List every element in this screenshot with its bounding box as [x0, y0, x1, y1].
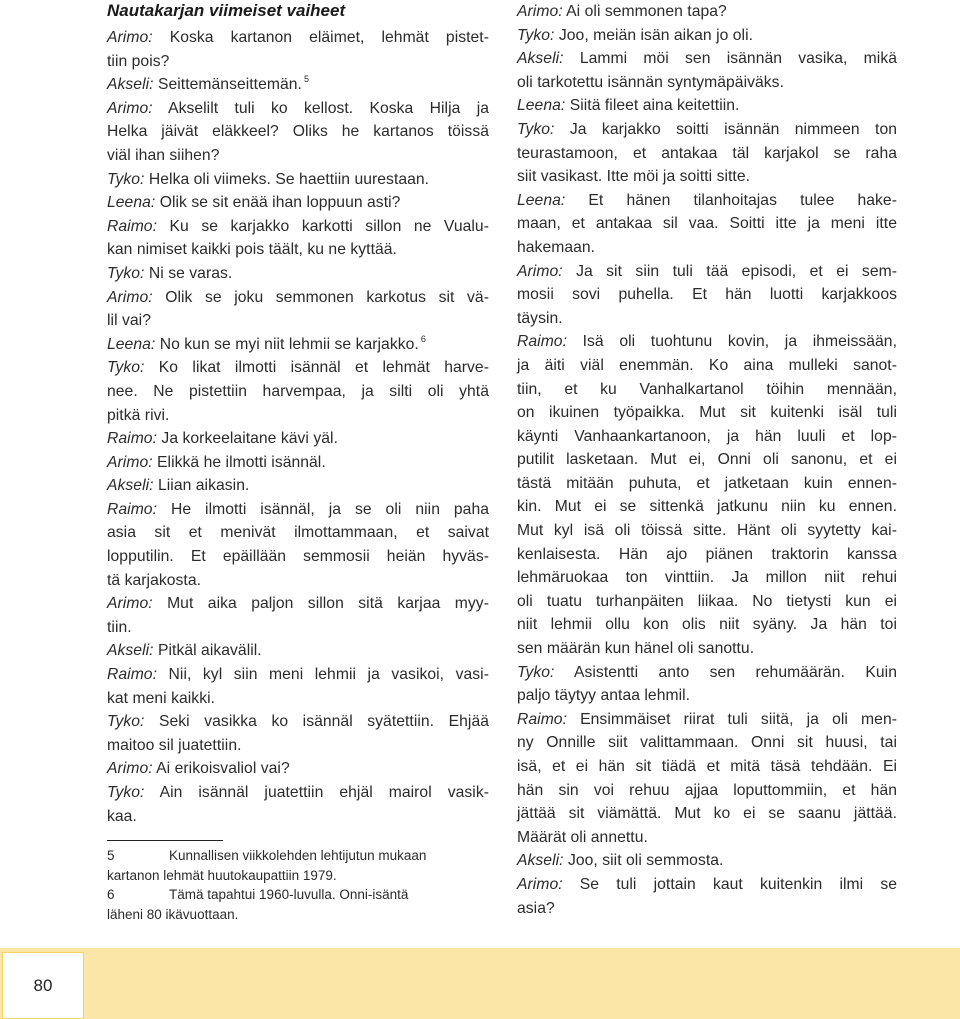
line-text: asia sit et menivät ilmottammaan, et saivat — [107, 524, 489, 542]
text-line — [107, 663, 489, 687]
line-text: tiin pois? — [107, 52, 170, 70]
text-line — [107, 168, 489, 192]
text-line — [517, 425, 897, 449]
text-line — [107, 26, 489, 50]
text-line — [517, 495, 897, 519]
speaker-name: Tyko: — [107, 264, 145, 282]
line-text: on ikuinen työpaikka. Mut sit kuitenki isäl tuli — [517, 404, 897, 422]
footnotes — [107, 846, 482, 924]
line-text: Seki vasikka ko isännäl syätettiin. Ehjää — [159, 713, 489, 731]
section-heading: Nautakarjan viimeiset vaiheet — [107, 1, 346, 20]
speaker-name: Tyko: — [107, 170, 145, 188]
right-dialogue — [517, 0, 897, 920]
text-line — [107, 356, 489, 380]
line-text: kaa. — [107, 807, 137, 825]
line-text: viäl ihan siihen? — [107, 146, 220, 164]
line-text: niit lehmii ollu kon olis niit syäny. Ja hän toi — [517, 616, 897, 634]
text-line — [517, 165, 897, 189]
text-line — [517, 897, 897, 921]
speaker-name: Tyko: — [517, 663, 555, 681]
line-text: hän sin voi rehuu ajjaa loputtommiin, et hän — [517, 781, 897, 799]
line-text: teurastamoon, et antakaa täl karjakol se raha — [517, 144, 897, 162]
footnote-line — [107, 846, 482, 866]
text-line — [107, 639, 489, 663]
text-line — [107, 616, 489, 640]
line-text: maitoo sil juatettiin. — [107, 736, 242, 754]
line-text: Et hänen tilanhoitajas tulee hake- — [588, 191, 897, 209]
line-text: ja äiti viäl enemmän. Ko aina mulleki sanot- — [517, 356, 897, 374]
line-text: tästä mitään puhuta, et jatketaan kuin ennen- — [517, 474, 897, 492]
line-text: Pitkäl aikavälil. — [157, 642, 262, 660]
line-text: Akselilt tuli ko kellost. Koska Hilja ja — [168, 99, 489, 117]
footnote-ref: 6 — [420, 333, 426, 344]
text-line — [107, 380, 489, 404]
line-text: Ai erikoisvaliol vai? — [156, 760, 290, 778]
line-text: asia? — [517, 899, 555, 917]
line-text: täysin. — [517, 309, 563, 327]
speaker-name: Arimo: — [517, 875, 563, 893]
text-line — [107, 238, 489, 262]
line-text: käynti Vanhaankartanoon, ja hän luuli et lop- — [517, 427, 897, 445]
footnote-ref: 5 — [303, 74, 309, 85]
text-line — [107, 191, 489, 215]
line-text: jättää sit viämättä. Mut ko ei se saanu jättää. — [517, 805, 897, 823]
line-text: sen määrän kun hänel oli sanottu. — [517, 640, 755, 658]
text-line — [107, 498, 489, 522]
line-text: No kun se myi niit lehmii se karjakko. — [159, 335, 419, 353]
text-line — [107, 50, 489, 74]
speaker-name: Leena: — [517, 191, 566, 209]
speaker-name: Raimo: — [517, 710, 567, 728]
line-text: kat meni kaikki. — [107, 689, 216, 707]
line-text: maan, et antakaa sil vaa. Soitti itte ja meni itte — [517, 215, 897, 233]
text-line — [107, 286, 489, 310]
left-column — [107, 0, 489, 828]
speaker-name: Raimo: — [107, 430, 157, 448]
line-text: Mut kyl isä oli töissä sitte. Hänt oli syytetty kai- — [517, 522, 897, 540]
text-line — [107, 451, 489, 475]
text-line — [517, 94, 897, 118]
right-column — [517, 0, 897, 920]
text-line — [517, 684, 897, 708]
text-line — [517, 378, 897, 402]
text-line — [107, 569, 489, 593]
text-line — [107, 309, 489, 333]
line-text: Ensimmäiset riirat tuli siitä, ja oli men- — [580, 710, 897, 728]
text-line — [107, 262, 489, 286]
line-text: Joo, meiän isän aikan jo oli. — [558, 26, 754, 44]
line-text: Helka oli viimeks. Se haettiin uurestaan. — [148, 170, 430, 188]
line-text: Mut aika paljon sillon sitä karjaa myy- — [167, 595, 489, 613]
speaker-name: Akseli: — [517, 852, 564, 870]
speaker-name: Arimo: — [107, 760, 153, 778]
line-text: Helka jäivät eläkkeel? Oliks he kartanos töissä — [107, 123, 489, 141]
line-text: Ku se karjakko karkotti sillon ne Vualu- — [169, 217, 489, 235]
speaker-name: Akseli: — [107, 76, 154, 94]
line-text: isä, et ei hän sit tiädä et mitä täsä tehdään. Ei — [517, 758, 897, 775]
text-line — [107, 427, 489, 451]
speaker-name: Arimo: — [517, 3, 563, 20]
text-line — [107, 710, 489, 734]
text-line — [517, 873, 897, 897]
text-line — [517, 118, 897, 142]
line-text: Ja korkeelaitane kävi yäl. — [161, 430, 338, 448]
speaker-name: Raimo: — [517, 333, 567, 351]
speaker-name: Akseli: — [107, 477, 154, 495]
text-line — [517, 731, 897, 755]
text-line — [107, 521, 489, 545]
speaker-name: Tyko: — [107, 359, 145, 377]
speaker-name: Arimo: — [517, 262, 563, 280]
speaker-name: Tyko: — [517, 120, 555, 138]
line-text: ny Onnille siit valittammaan. Onni sit huusi, tai — [517, 734, 897, 752]
footnote-line — [107, 866, 482, 886]
line-text: siit vasikast. Itte möi ja soitti sitte. — [517, 168, 751, 186]
line-text: paljo täytyy antaa lehmil. — [517, 687, 691, 705]
footnote-line — [107, 885, 482, 905]
speaker-name: Arimo: — [107, 288, 153, 306]
text-line — [517, 448, 897, 472]
line-text: kin. Mut ei se sittenkä jatkunu niin ku ennen. — [517, 498, 897, 516]
page-number-box — [2, 952, 84, 1019]
footnote-number: 6 — [107, 887, 115, 902]
speaker-name: Arimo: — [107, 99, 153, 117]
text-line — [107, 781, 489, 805]
line-text: tiin. — [107, 618, 132, 636]
text-line — [517, 637, 897, 661]
left-dialogue — [107, 26, 489, 828]
footnote-line — [107, 905, 482, 925]
text-line — [107, 144, 489, 168]
footnote-text: Kunnallisen viikkolehden lehtijutun mukaan — [169, 848, 427, 863]
line-text: Ko likat ilmotti isännäl et lehmät harve- — [158, 359, 489, 377]
line-text: hakemaan. — [517, 238, 596, 256]
speaker-name: Raimo: — [107, 217, 157, 235]
line-text: kan nimiset kaikki pois täält, ku ne kyttää. — [107, 241, 397, 259]
text-line — [517, 519, 897, 543]
line-text: nee. Ne pistettiin harvempaa, ja silti oli yhtä — [107, 382, 489, 400]
line-text: Ain isännäl juatettiin ehjäl mairol vasik- — [159, 784, 489, 801]
text-line — [107, 333, 489, 357]
text-line — [517, 755, 897, 779]
text-line — [107, 734, 489, 758]
line-text: Ja sit siin tuli tää episodi, et ei sem- — [576, 262, 897, 280]
text-line — [517, 661, 897, 685]
text-line — [107, 404, 489, 428]
text-line — [517, 236, 897, 260]
page-number: 80 — [33, 975, 53, 995]
line-text: Ai oli semmonen tapa? — [566, 3, 727, 20]
text-line — [517, 472, 897, 496]
line-text: lehmäruokaa ton vinttiin. Ja millon niit rehui — [517, 569, 897, 587]
text-line — [517, 283, 897, 307]
text-line — [517, 826, 897, 850]
speaker-name: Tyko: — [517, 26, 555, 44]
speaker-name: Tyko: — [107, 713, 145, 731]
text-line — [107, 474, 489, 498]
line-text: mosii sovi puhella. Et hän luotti karjakkoos — [517, 286, 897, 304]
line-text: Ni se varas. — [148, 264, 233, 282]
text-line — [107, 757, 489, 781]
line-text: Olik se joku semmonen karkotus sit vä- — [165, 288, 489, 306]
text-line — [517, 802, 897, 826]
text-line — [517, 47, 897, 71]
footnote-rule — [107, 840, 223, 841]
line-text: Lammi möi sen isännän vasika, mikä — [579, 50, 897, 68]
line-text: lil vai? — [107, 312, 151, 330]
line-text: Isä oli tuohtunu kovin, ja ihmeissään, — [582, 333, 897, 351]
text-line — [517, 71, 897, 95]
line-text: Nii, kyl siin meni lehmii ja vasikoi, vasi- — [168, 666, 489, 684]
line-text: Liian aikasin. — [157, 477, 250, 495]
text-line — [517, 189, 897, 213]
text-line — [517, 0, 897, 24]
line-text: oli tuatu turhanpäiten liikaa. No tietysti kun ei — [517, 592, 897, 610]
text-line — [517, 212, 897, 236]
text-line — [107, 120, 489, 144]
line-text: lopputilin. Et epäillään semmosii heiän hyväs- — [107, 548, 489, 566]
text-line — [107, 97, 489, 121]
speaker-name: Arimo: — [107, 453, 153, 471]
speaker-name: Arimo: — [107, 595, 153, 613]
line-text: Seittemänseittemän. — [157, 76, 302, 94]
footer-band — [0, 948, 960, 1019]
footnote-text: Tämä tapahtui 1960-luvulla. Onni-isäntä — [169, 887, 409, 902]
text-line — [517, 142, 897, 166]
line-text: Asistentti anto sen rehumäärän. Kuin — [573, 663, 897, 681]
text-line — [517, 708, 897, 732]
text-line — [517, 590, 897, 614]
speaker-name: Leena: — [517, 97, 566, 115]
footnote-text: läheni 80 ikävuottaan. — [107, 906, 239, 922]
line-text: tiin, et ku Vanhalkartanol töihin mennään, — [517, 380, 897, 398]
speaker-name: Leena: — [107, 335, 156, 353]
text-line — [517, 779, 897, 803]
speaker-name: Raimo: — [107, 500, 157, 518]
speaker-name: Raimo: — [107, 666, 157, 684]
text-line — [107, 215, 489, 239]
line-text: oli tarkotettu isännän syntymäpäiväks. — [517, 73, 784, 91]
text-line — [517, 566, 897, 590]
line-text: putilit lasketaan. Mut ei, Onni oli sanonu, et ei — [517, 451, 897, 469]
line-text: Ja karjakko soitti isännän nimmeen ton — [569, 120, 897, 138]
text-line — [517, 849, 897, 873]
text-line — [517, 401, 897, 425]
text-line — [517, 24, 897, 48]
line-text: pitkä rivi. — [107, 406, 170, 424]
text-line — [107, 545, 489, 569]
text-line — [517, 307, 897, 331]
text-line — [517, 613, 897, 637]
line-text: tä karjakosta. — [107, 571, 201, 589]
speaker-name: Akseli: — [107, 642, 154, 660]
line-text: Koska kartanon eläimet, lehmät pistet- — [169, 29, 489, 46]
footnote-number: 5 — [107, 848, 115, 863]
line-text: kenlaisesta. Hän ajo piänen traktorin kanssa — [517, 545, 897, 563]
text-line — [107, 592, 489, 616]
speaker-name: Tyko: — [107, 784, 145, 801]
text-line — [517, 330, 897, 354]
text-line — [517, 354, 897, 378]
line-text: Elikkä he ilmotti isännäl. — [157, 453, 326, 471]
text-line — [517, 260, 897, 284]
line-text: Se tuli jottain kaut kuitenkin ilmi se — [579, 875, 897, 893]
line-text: Määrät oli annettu. — [517, 828, 648, 846]
line-text: Siitä fileet aina keitettiin. — [569, 97, 740, 115]
line-text: Olik se sit enää ihan loppuun asti? — [159, 194, 401, 212]
speaker-name: Leena: — [107, 194, 156, 212]
text-line — [517, 543, 897, 567]
text-line — [107, 73, 489, 97]
line-text: Joo, siit oli semmosta. — [567, 852, 724, 870]
footnote-text: kartanon lehmät huutokaupattiin 1979. — [107, 867, 337, 883]
speaker-name: Arimo: — [107, 29, 153, 46]
text-line — [107, 805, 489, 829]
line-text: He ilmotti isännäl, ja se oli niin paha — [170, 500, 489, 518]
text-line — [107, 687, 489, 711]
speaker-name: Akseli: — [517, 50, 564, 68]
